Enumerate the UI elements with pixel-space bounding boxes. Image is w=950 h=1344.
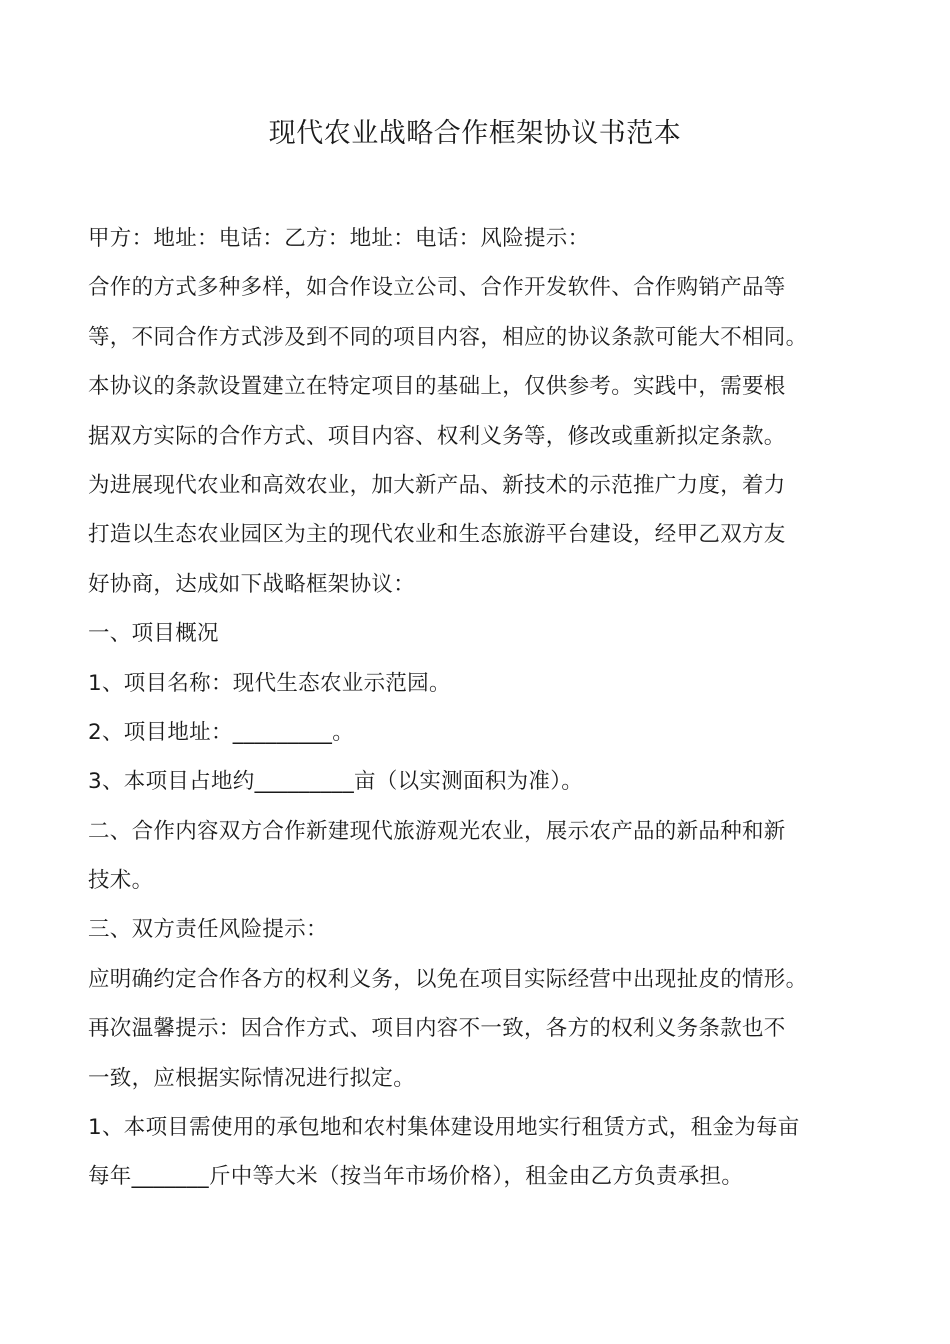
text-line: 打造以生态农业园区为主的现代农业和生态旅游平台建设，经甲乙双方友: [88, 522, 786, 548]
text-line: 本协议的条款设置建立在特定项目的基础上，仅供参考。实践中，需要根: [88, 374, 786, 400]
section-heading: 一、项目概况: [88, 621, 219, 647]
text-line: 等，不同合作方式涉及到不同的项目内容，相应的协议条款可能大不相同。: [88, 324, 808, 350]
document-title: 现代农业战略合作框架协议书范本: [268, 118, 682, 149]
text-line: 3、本项目占地约_________亩（以实测面积为准）。: [88, 769, 584, 795]
text-line: 技术。: [88, 868, 154, 894]
text-line: 据双方实际的合作方式、项目内容、权利义务等，修改或重新拟定条款。: [88, 423, 786, 449]
text-line: 应明确约定合作各方的权利义务，以免在项目实际经营中出现扯皮的情形。: [88, 966, 808, 992]
text-line: 1、本项目需使用的承包地和农村集体建设用地实行租赁方式，租金为每亩: [88, 1115, 800, 1141]
text-line: 好协商，达成如下战略框架协议：: [88, 571, 416, 597]
section-heading: 三、双方责任风险提示：: [88, 917, 328, 943]
text-line: 2、项目地址：_________。: [88, 719, 355, 745]
text-line: 合作的方式多种多样，如合作设立公司、合作开发软件、合作购销产品等: [88, 275, 786, 301]
text-line: 为进展现代农业和高效农业，加大新产品、新技术的示范推广力度，着力: [88, 472, 786, 498]
text-line: 每年_______斤中等大米（按当年市场价格），租金由乙方负责承担。: [88, 1164, 744, 1190]
document-body: [88, 214, 878, 1202]
text-line: 1、项目名称：现代生态农业示范园。: [88, 670, 451, 696]
text-line: 甲方：地址：电话：乙方：地址：电话：风险提示：: [88, 226, 590, 251]
section-heading: 二、合作内容双方合作新建现代旅游观光农业，展示农产品的新品种和新: [88, 818, 786, 844]
text-line: 一致，应根据实际情况进行拟定。: [88, 1065, 416, 1091]
text-line: 再次温馨提示：因合作方式、项目内容不一致，各方的权利义务条款也不: [88, 1016, 786, 1042]
